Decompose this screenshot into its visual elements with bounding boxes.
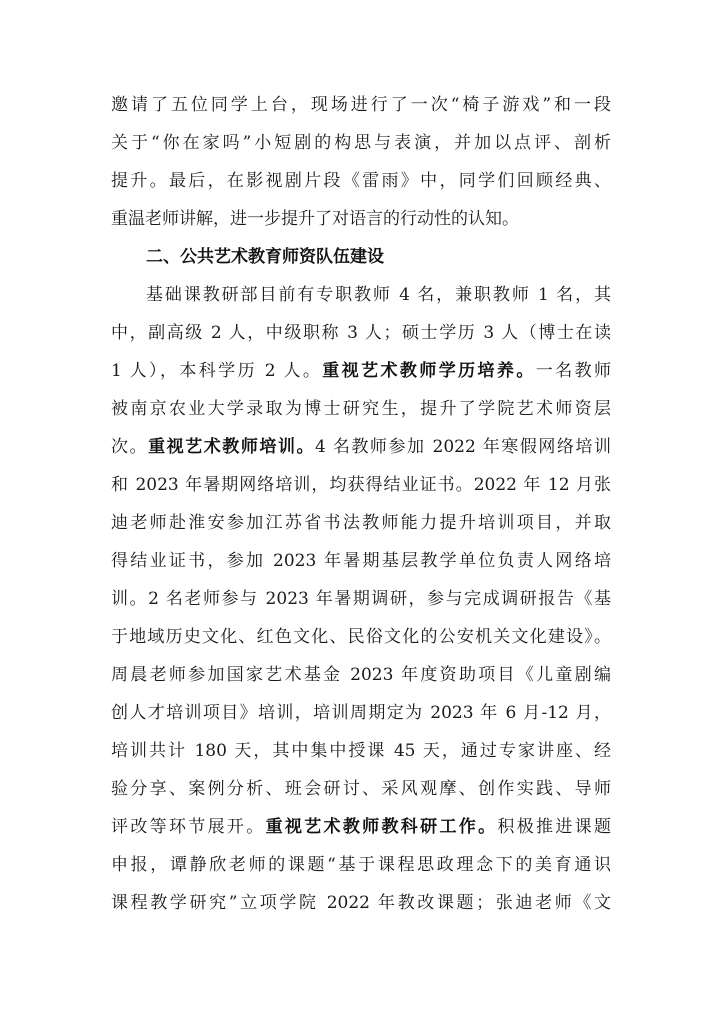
paragraph-2-line-12: 创人才培训项目》培训，培训周期定为 2023 年 6 月-12 月， xyxy=(111,703,611,723)
paragraph-1-line-2: 关于“你在家吗”小短剧的构思与表演，并加以点评、剖析 xyxy=(111,133,611,153)
paragraph-2-line-14: 验分享、案例分析、班会研讨、采风观摩、创作实践、导师 xyxy=(111,779,611,799)
paragraph-2-line-13: 培训共计 180 天，其中集中授课 45 天，通过专家讲座、经 xyxy=(111,741,611,761)
paragraph-1-line-3: 提升。最后，在影视剧片段《雷雨》中，同学们回顾经典、 xyxy=(111,171,611,191)
paragraph-2-line-11: 周晨老师参加国家艺术基金 2023 年度资助项目《儿童剧编 xyxy=(111,665,611,685)
line-text: 评改等环节展开。 xyxy=(111,817,266,837)
paragraph-1-line-4: 重温老师讲解，进一步提升了对语言的行动性的认知。 xyxy=(111,209,519,229)
paragraph-1-line-1: 邀请了五位同学上台，现场进行了一次“椅子游戏”和一段 xyxy=(111,95,611,115)
bold-emphasis-degree-training: 重视艺术教师学历培养。 xyxy=(322,361,536,381)
line-text: 一名教师 xyxy=(535,361,612,381)
section-heading: 二、公共艺术教育师资队伍建设 xyxy=(146,247,384,267)
bold-emphasis-teacher-training: 重视艺术教师培训。 xyxy=(148,437,316,457)
paragraph-2-line-5 xyxy=(111,429,611,465)
paragraph-2-line-15 xyxy=(111,809,611,845)
paragraph-2-line-9: 训。2 名老师参与 2023 年暑期调研，参与完成调研报告《基 xyxy=(111,589,611,609)
paragraph-2-line-10: 于地域历史文化、红色文化、民俗文化的公安机关文化建设》。 xyxy=(111,627,611,647)
line-text: 次。 xyxy=(111,437,149,457)
line-text: 1 人），本科学历 2 人。 xyxy=(111,361,323,381)
paragraph-2-line-7: 迪老师赴淮安参加江苏省书法教师能力提升培训项目，并取 xyxy=(111,513,611,533)
paragraph-2-line-3 xyxy=(111,353,611,389)
bold-emphasis-research-work: 重视艺术教师教科研工作。 xyxy=(265,817,498,837)
paragraph-2-line-17: 课程教学研究”立项学院 2022 年教改课题；张迪老师《文 xyxy=(111,893,611,913)
paragraph-2-line-4: 被南京农业大学录取为博士研究生，提升了学院艺术师资层 xyxy=(111,399,611,419)
line-text: 4 名教师参加 2022 年寒假网络培训 xyxy=(315,437,612,457)
line-text: 积极推进课题 xyxy=(497,817,612,837)
paragraph-2-line-16: 申报，谭静欣老师的课题“基于课程思政理念下的美育通识 xyxy=(111,855,611,875)
paragraph-2-line-8: 得结业证书，参加 2023 年暑期基层教学单位负责人网络培 xyxy=(111,551,611,571)
paragraph-2-line-2: 中，副高级 2 人，中级职称 3 人；硕士学历 3 人（博士在读 xyxy=(111,323,611,343)
paragraph-2-line-1: 基础课教研部目前有专职教师 4 名，兼职教师 1 名，其 xyxy=(146,285,611,305)
paragraph-2-line-6: 和 2023 年暑期网络培训，均获得结业证书。2022 年 12 月张 xyxy=(111,475,611,495)
